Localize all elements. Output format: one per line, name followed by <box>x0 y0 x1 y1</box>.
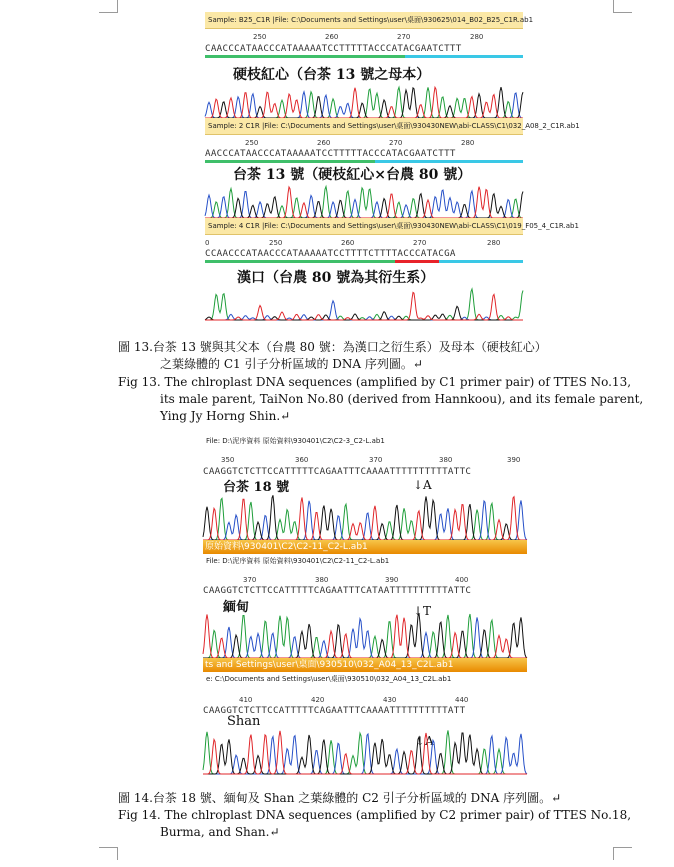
cultivar-label: 緬甸 <box>223 600 250 615</box>
position-label: 370 <box>243 576 257 584</box>
position-label: 270 <box>413 239 427 247</box>
position-label: 270 <box>389 139 403 147</box>
fig14-caption-zh-line1: 圖 14.台茶 18 號、緬甸及 Shan 之葉綠體的 C2 引子分析區域的 DNA 序列圖。↵ <box>118 791 562 805</box>
fig13-chromatogram-3 <box>205 218 579 320</box>
position-label: 260 <box>341 239 355 247</box>
trace-line <box>203 498 527 540</box>
fig13-caption-en-line1: Fig 13. The chlroplast DNA sequences (amplified by C1 primer pair) of TTES No.13, <box>118 375 632 389</box>
fig14-file-label-1: File: D:\泥序資料 原始資料\930401\C2\C2-3_C2-L.ab1 <box>203 434 527 448</box>
fig13-caption-en-line2: its male parent, TaiNon No.80 (derived from Hannkoou), and its female parent, <box>160 392 644 406</box>
position-label: 390 <box>385 576 399 584</box>
trace-line <box>203 617 527 658</box>
base-sequence: CAAGGTCTCTTCCATTTTTCAGAATTTCATAATTTTTTTTTTATTC <box>203 585 472 596</box>
fig13-file-label-3: Sample: 4 C1R |File: C:\Documents and Settings\user\桌面\930430NEW\abi-CLASS\C1\019_F05_4_C1R.ab1 <box>205 218 523 235</box>
fig13-caption-zh <box>118 339 547 373</box>
trace-line <box>205 187 523 218</box>
position-label: 280 <box>461 139 475 147</box>
chromatogram-trace <box>205 184 523 218</box>
position-label: 390 <box>507 456 521 464</box>
position-label: 380 <box>315 576 329 584</box>
position-label: 250 <box>245 139 259 147</box>
cultivar-label: 台茶 13 號（硬枝紅心×台農 80 號） <box>233 167 472 183</box>
base-sequence: CAACCCATAACCCATAAAAATCCTTTTTACCCATACGAATCTTT <box>205 43 462 54</box>
position-label: 380 <box>439 456 453 464</box>
alignment-bar-green <box>205 160 375 163</box>
base-sequence: CAAGGTCTCTTCCATTTTTCAGAATTTCAAAATTTTTTTTTTATT <box>203 705 466 716</box>
chromatogram-trace <box>205 286 523 320</box>
fig14-file-label-2: File: D:\泥序資料 原始資料\930401\C2\C2-11_C2-L.ab1 <box>203 554 527 568</box>
position-label: 370 <box>369 456 383 464</box>
cultivar-label: 漢口（台農 80 號為其衍生系） <box>237 270 435 286</box>
alignment-bar-red <box>395 260 439 263</box>
fig14-chromatogram-2 <box>203 554 527 672</box>
cultivar-label: 台茶 18 號 <box>223 480 290 495</box>
position-label: 250 <box>269 239 283 247</box>
fig14-file-label-3: e: C:\Documents and Settings\user\桌面\930510\032_A04_13_C2L.ab1 <box>203 672 527 686</box>
fig14-caption-en <box>118 807 631 841</box>
fig14-caption-zh <box>118 790 561 807</box>
chromatogram-trace <box>203 492 527 540</box>
fig13-chromatogram-2 <box>205 118 580 218</box>
position-label: 440 <box>455 696 469 704</box>
position-label: 260 <box>325 33 339 41</box>
chromatogram-trace <box>205 84 523 118</box>
fig13-caption-en <box>118 374 643 425</box>
crop-mark-bottom-right <box>613 847 632 860</box>
trace-line <box>203 614 527 658</box>
trace-line <box>203 614 527 658</box>
chromatogram-trace <box>203 728 527 774</box>
position-label: 410 <box>239 696 253 704</box>
base-sequence: CCAACCCATAACCCATAAAAATCCTTTTCTTTTACCCATACGA <box>205 248 456 259</box>
alignment-bar-cyan <box>375 160 523 163</box>
fig13-file-label-2: Sample: 2 C1R |File: C:\Documents and Settings\user\桌面\930430NEW\abi-CLASS\C1\032_A08_2_C1R.ab1 <box>205 118 523 135</box>
position-label: 430 <box>383 696 397 704</box>
fig13-caption-en-line3: Ying Jy Horng Shin.↵ <box>160 409 291 423</box>
fig13-file-label-1: Sample: B25_C1R |File: C:\Documents and Settings\user\桌面\930625\014_B02_B25_C1R.ab1 <box>205 12 523 29</box>
position-label: 280 <box>470 33 484 41</box>
trace-line <box>203 613 527 658</box>
position-label: 260 <box>317 139 331 147</box>
cultivar-label: 硬枝紅心（台茶 13 號之母本） <box>233 67 431 83</box>
base-sequence: CAAGGTCTCTTCCATTTTTCAGAATTTCAAAATTTTTTTTTTATTC <box>203 466 472 477</box>
alignment-bar-green <box>205 260 395 263</box>
fig14-chromatogram-1 <box>203 434 527 554</box>
trace-line <box>205 289 523 320</box>
fig14-caption-en-line2: Burma, and Shan.↵ <box>160 825 280 839</box>
variant-arrow: ↓A <box>415 734 434 748</box>
alignment-bar-green <box>205 55 405 58</box>
alignment-bar-cyan <box>439 260 523 263</box>
position-label: 270 <box>397 33 411 41</box>
position-label: 250 <box>253 33 267 41</box>
position-label: 350 <box>221 456 235 464</box>
variant-arrow: ↓T <box>413 604 432 618</box>
orange-title-bar: ts and Settings\user\桌面\930510\032_A04_13_C2L.ab1 <box>203 658 527 672</box>
crop-mark-bottom-left <box>99 847 118 860</box>
fig13-caption-zh-line1: 圖 13.台茶 13 號與其父本（台農 80 號：為漢口之衍生系）及母本（硬枝紅心） <box>118 340 547 354</box>
crop-mark-top-right <box>613 0 632 13</box>
position-label: 0 <box>205 239 210 247</box>
position-label: 400 <box>455 576 469 584</box>
trace-line <box>205 87 523 118</box>
crop-mark-top-left <box>99 0 118 13</box>
position-label: 360 <box>295 456 309 464</box>
position-label: 280 <box>487 239 501 247</box>
fig13-chromatogram-1 <box>205 12 534 118</box>
orange-title-bar: 原始資料\930401\C2\C2-11_C2-L.ab1 <box>203 540 527 554</box>
cultivar-label: Shan <box>227 714 261 729</box>
position-label: 420 <box>311 696 325 704</box>
fig14-chromatogram-3 <box>203 672 527 774</box>
variant-arrow: ↓A <box>413 478 432 492</box>
alignment-bar-cyan <box>405 55 523 58</box>
fig13-caption-zh-line2: 之葉綠體的 C1 引子分析區域的 DNA 序列圖。↵ <box>160 357 423 371</box>
fig14-caption-en-line1: Fig 14. The chlroplast DNA sequences (amplified by C2 primer pair) of TTES No.18, <box>118 808 632 822</box>
trace-line <box>205 301 523 320</box>
base-sequence: AACCCATAACCCATAAAAATCCTTTTTACCCATACGAATCTTT <box>205 148 456 159</box>
chromatogram-trace <box>203 610 527 658</box>
